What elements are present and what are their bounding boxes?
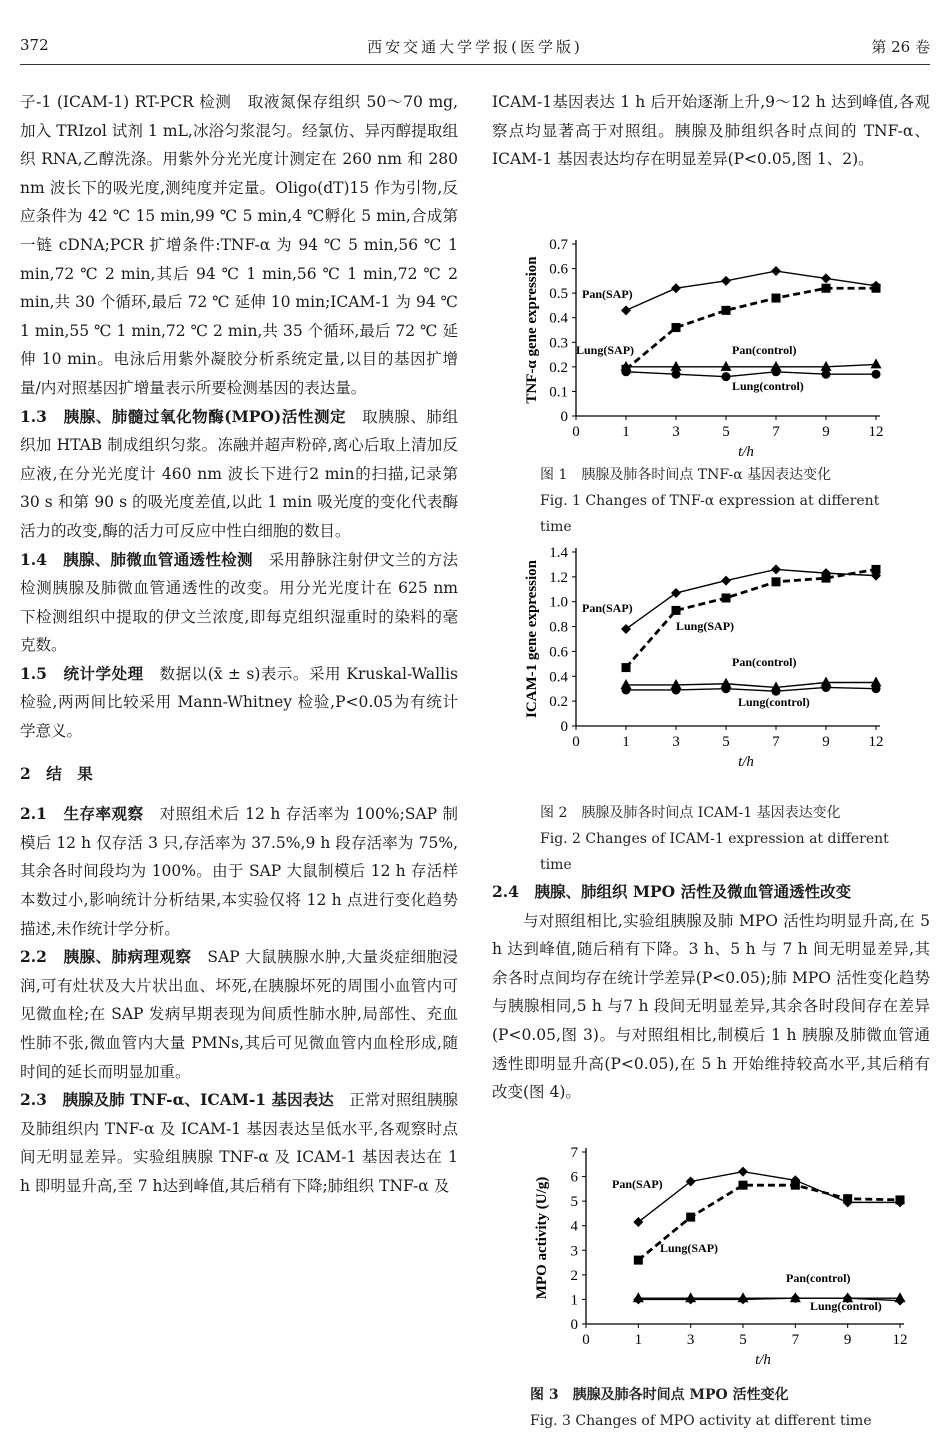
fig3-y-tick-label: 5 xyxy=(570,1194,578,1211)
result-mpo xyxy=(492,878,930,907)
figure-2-chart xyxy=(510,540,910,780)
heading-2-4: 2.4 胰腺、肺组织 MPO 活性及微血管通透性改变 xyxy=(492,882,852,901)
fig2-data-point xyxy=(772,577,781,586)
fig1-series-line xyxy=(626,288,876,369)
section-2-heading: 2 结 果 xyxy=(20,763,93,783)
page-number: 372 xyxy=(20,36,49,54)
fig1-data-point xyxy=(672,370,681,379)
fig2-x-tick-label: 1 xyxy=(622,734,630,750)
fig2-data-point xyxy=(722,593,731,602)
fig3-x-tick-label: 5 xyxy=(739,1332,747,1348)
volume-label: 第 26 卷 xyxy=(871,38,930,56)
fig2-x-tick-label: 12 xyxy=(868,734,884,750)
fig2-y-tick-label: 0.8 xyxy=(549,619,568,636)
fig3-series-label: Lung(SAP) xyxy=(660,1241,719,1255)
figure-2-caption-en: Fig. 2 Changes of ICAM-1 expression at different time xyxy=(540,831,889,873)
fig1-data-point xyxy=(821,361,832,371)
fig2-series-label: Pan(control) xyxy=(732,655,797,669)
fig2-x-tick-label: 7 xyxy=(772,734,780,750)
fig3-series-label: Lung(control) xyxy=(810,1299,882,1313)
fig1-data-point xyxy=(821,273,831,283)
figure-3-caption-en: Fig. 3 Changes of MPO activity at different time xyxy=(530,1413,872,1429)
heading-1-4: 1.4 胰腺、肺微血管通透性检测 xyxy=(20,549,253,569)
fig3-y-tick-label: 6 xyxy=(570,1169,578,1186)
fig1-y-tick-label: 0.6 xyxy=(549,261,568,278)
fig2-series-label: Lung(SAP) xyxy=(676,619,735,633)
fig1-x-tick-label: 7 xyxy=(772,424,780,440)
fig1-y-tick-label: 0 xyxy=(560,409,568,425)
fig1-data-point xyxy=(871,358,882,368)
fig1-series-line xyxy=(626,364,876,366)
fig2-y-tick-label: 0.4 xyxy=(549,669,568,686)
fig2-data-point xyxy=(722,684,731,693)
fig1-series-label: Lung(SAP) xyxy=(576,343,635,357)
fig1-data-point xyxy=(722,306,731,315)
left-column xyxy=(20,88,458,1201)
fig1-series-label: Pan(SAP) xyxy=(582,287,633,301)
text-2-4: 与对照组相比,实验组胰腺及肺 MPO 活性均明显升高,在 5 h 达到峰值,随后稍有下降。3 h、5 h 与 7 h 间无明显差异,其余各时点间均存在统计学差异(P<0.05);肺 MPO 活性变化趋势与胰腺相同,5 h 与7 h 段间无明显差异,其余各时段间存在差异(P<0.05,图 3)。与对照组相比,制模后 1 h 胰腺及肺微血管通透性即明显升高(P<0.05),在 5 h 开始维持较高水平,其后稍有改变(图 4)。 xyxy=(492,911,930,1102)
fig2-y-tick-label: 1.0 xyxy=(549,594,568,611)
fig3-data-point xyxy=(895,1296,905,1306)
fig3-data-point xyxy=(738,1294,748,1304)
right-column-bottom xyxy=(492,878,930,1107)
figure-1-caption-cn: 图 1 胰腺及肺各时间点 TNF-α 基因表达变化 xyxy=(540,467,832,483)
figure-2-caption-cn: 图 2 胰腺及肺各时间点 ICAM-1 基因表达变化 xyxy=(540,805,841,821)
fig1-x-tick-label: 0 xyxy=(572,424,580,440)
result-survival xyxy=(20,800,458,943)
fig1-x-tick-label: 9 xyxy=(822,424,830,440)
fig1-y-tick-label: 0.4 xyxy=(549,310,568,327)
fig2-series-line xyxy=(626,569,876,667)
fig3-data-point xyxy=(791,1181,800,1190)
fig3-data-point xyxy=(634,1256,643,1265)
fig2-series-line xyxy=(626,687,876,691)
fig3-y-tick-label: 3 xyxy=(570,1243,578,1260)
heading-2-2: 2.2 胰腺、肺病理观察 xyxy=(20,947,192,967)
fig1-data-point xyxy=(772,367,781,376)
result-gene-expression-cont: ICAM-1基因表达 1 h 后开始逐渐上升,9～12 h 达到峰值,各观察点均显著高于对照组。胰腺及肺组织各时点间的 TNF-α、ICAM-1 基因表达均存在明显差异(P<0.05,图 1、2)。 xyxy=(492,93,930,169)
fig3-y-tick-label: 0 xyxy=(570,1317,578,1333)
method-permeability xyxy=(20,546,458,660)
fig3-x-tick-label: 9 xyxy=(843,1332,852,1348)
fig2-y-tick-label: 1.2 xyxy=(549,569,568,586)
page-header xyxy=(20,36,930,66)
figure-3-caption-cn: 图 3 胰腺及肺各时间点 MPO 活性变化 xyxy=(530,1387,789,1403)
fig2-data-point xyxy=(671,588,681,598)
fig3-data-point xyxy=(633,1294,643,1304)
fig1-y-tick-label: 0.1 xyxy=(549,384,568,401)
journal-title: 西安交通大学学报(医学版) xyxy=(367,38,583,56)
fig3-x-tick-label: 0 xyxy=(582,1332,590,1348)
right-column-top xyxy=(492,88,930,174)
fig2-x-tick-label: 3 xyxy=(672,734,680,750)
method-mpo xyxy=(20,403,458,546)
fig3-y-tick-label: 7 xyxy=(570,1145,578,1161)
fig1-x-tick-label: 3 xyxy=(672,424,680,440)
fig3-series-label: Pan(control) xyxy=(786,1271,851,1285)
figure-1-chart xyxy=(510,228,910,468)
text-2-1: 对照组术后 12 h 存活率为 100%;SAP 制模后 12 h 仅存活 3 只,存活率为 37.5%,9 h 段存活率为 75%,其余各时间段均为 100%。由于 SAP 大鼠制模后 12 h 存活样本数过小,影响统计分析结果,本实验仅将 12 h 点进行变化趋势描述,未作统计学分析。 xyxy=(20,805,459,938)
text-1-4: 采用静脉注射伊文兰的方法检测胰腺及肺微血管通透性的改变。用分光光度计在 625 nm 下检测组织中提取的伊文兰浓度,即每克组织湿重时的染料的毫克数。 xyxy=(20,550,458,655)
fig1-data-point xyxy=(872,284,881,293)
fig3-series-label: Pan(SAP) xyxy=(612,1177,663,1191)
fig3-data-point xyxy=(738,1167,748,1177)
text-1-3: 取胰腺、肺组织加 HTAB 制成组织匀浆。冻融并超声粉碎,离心后取上清加反应液,在分光光度计 460 nm 波长下进行2 min的扫描,记录第 30 s 和第 90 s 的吸光度差值,以此 1 min 吸光度的变化代表酶活力的改变,酶的活力可反应中性白细胞的数目。 xyxy=(20,407,458,540)
text-1-5: 数据以(x̄ ± s)表示。采用 Kruskal-Wallis 检验,两两间比较采用 Mann-Whitney 检验,P<0.05为有统计学意义。 xyxy=(20,664,458,741)
fig1-data-point xyxy=(721,361,732,371)
figure-1-caption-en: Fig. 1 Changes of TNF-α expression at different time xyxy=(540,493,880,535)
figure-3-caption xyxy=(530,1382,910,1434)
heading-2-1: 2.1 生存率观察 xyxy=(20,804,144,824)
fig3-data-point xyxy=(686,1213,695,1222)
fig1-y-tick-label: 0.2 xyxy=(549,359,568,376)
fig1-x-axis-label: t/h xyxy=(738,444,754,460)
fig2-data-point xyxy=(822,683,831,692)
fig1-y-tick-label: 0.7 xyxy=(549,237,568,253)
text-2-2: SAP 大鼠胰腺水肿,大量炎症细胞浸润,可有灶状及大片状出血、坏死,在胰腺坏死的周围小血管内可见微血栓;在 SAP 发病早期表现为间质性肺水肿,局部性、充血性肺不张,微血管内大量 PMNs,其后可见微血管内血栓形成,随时间的延长而明显加重。 xyxy=(20,948,458,1081)
fig1-data-point xyxy=(822,370,831,379)
fig1-y-axis-label: TNF-α gene expression xyxy=(524,256,540,404)
fig2-data-point xyxy=(721,576,731,586)
fig3-series-line xyxy=(638,1172,900,1222)
fig2-y-tick-label: 0.2 xyxy=(549,694,568,711)
heading-1-3: 1.3 胰腺、肺髓过氧化物酶(MPO)活性测定 xyxy=(20,406,347,426)
fig2-data-point xyxy=(621,624,631,634)
fig2-series-label: Lung(control) xyxy=(738,695,810,709)
figure-2-caption xyxy=(540,800,910,878)
fig1-data-point xyxy=(672,323,681,332)
fig2-y-tick-label: 1.4 xyxy=(549,545,568,561)
fig1-data-point xyxy=(772,294,781,303)
fig3-data-point xyxy=(896,1195,905,1204)
method-paragraph-rtpcr: 子-1 (ICAM-1) RT-PCR 检测 取液氮保存组织 50～70 mg,加入 TRIzol 试剂 1 mL,冰浴匀浆混匀。经氯仿、异丙醇提取组织 RNA,乙醇洗涤。用紫外分光光度计测定在 260 nm 和 280 nm 波长下的吸光度,测纯度并定量。Oligo(dT)15 作为引物,反应条件为 42 ℃ 15 min,99 ℃ 5 min,4 ℃孵化 5 min,合成第一链 cDNA;PCR 扩增条件:TNF-α 为 94 ℃ 5 min,56 ℃ 1 min,72 ℃ 2 min,其后 94 ℃ 1 min,56 ℃ 1 min,72 ℃ 2 min,共 30 个循环,最后 72 ℃ 延伸 10 min;ICAM-1 为 94 ℃ 1 min,55 ℃ 1 min,72 ℃ 2 min,共 35 个循环,最后 72 ℃ 延伸 10 min。电泳后用紫外凝胶分析系统定量,以目的基因扩增量/内对照基因扩增量表示所要检测基因的表达量。 xyxy=(20,93,458,397)
heading-1-5: 1.5 统计学处理 xyxy=(20,663,144,683)
fig1-data-point xyxy=(872,370,881,379)
fig1-data-point xyxy=(621,305,631,315)
fig2-series-line xyxy=(626,569,876,629)
fig2-x-axis-label: t/h xyxy=(738,754,754,770)
figure-3-chart xyxy=(530,1140,920,1380)
fig2-series-line xyxy=(626,683,876,688)
fig3-y-tick-label: 2 xyxy=(570,1267,578,1284)
result-gene-expression xyxy=(20,1086,458,1200)
fig2-y-tick-label: 0.6 xyxy=(549,644,568,661)
fig1-series-label: Pan(control) xyxy=(732,343,797,357)
fig3-y-tick-label: 4 xyxy=(570,1218,578,1235)
fig1-y-tick-label: 0.5 xyxy=(549,286,568,303)
fig1-data-point xyxy=(622,367,631,376)
fig2-data-point xyxy=(672,685,681,694)
text-2-3: 正常对照组胰腺及肺组织内 TNF-α 及 ICAM-1 基因表达呈低水平,各观察时点间无明显差异。实验组胰腺 TNF-α 及 ICAM-1 基因表达在 1 h 即明显升高,至 7 h达到峰值,其后稍有下降;肺组织 TNF-α 及 xyxy=(20,1091,458,1195)
figure-1-caption xyxy=(540,462,910,540)
fig2-y-axis-label: ICAM-1 gene expression xyxy=(524,559,540,719)
fig1-x-tick-label: 1 xyxy=(622,424,630,440)
fig2-x-tick-label: 9 xyxy=(822,734,830,750)
fig1-data-point xyxy=(771,266,781,276)
fig2-y-tick-label: 0 xyxy=(560,719,568,735)
fig3-data-point xyxy=(686,1294,696,1304)
fig1-data-point xyxy=(722,372,731,381)
fig1-data-point xyxy=(671,283,681,293)
fig1-series-line xyxy=(626,372,876,377)
fig1-x-tick-label: 12 xyxy=(868,424,884,440)
fig2-x-tick-label: 0 xyxy=(572,734,580,750)
fig1-series-label: Lung(control) xyxy=(732,379,804,393)
fig1-data-point xyxy=(721,276,731,286)
heading-2-3: 2.3 胰腺及肺 TNF-α、ICAM-1 基因表达 xyxy=(20,1090,334,1110)
fig1-x-tick-label: 5 xyxy=(722,424,730,440)
method-statistics xyxy=(20,660,458,746)
fig3-x-tick-label: 1 xyxy=(634,1332,643,1348)
fig3-data-point xyxy=(739,1181,748,1190)
fig2-data-point xyxy=(822,574,831,583)
fig3-data-point xyxy=(843,1194,852,1203)
fig3-x-tick-label: 12 xyxy=(892,1332,908,1348)
fig2-data-point xyxy=(672,606,681,615)
fig2-series-label: Pan(SAP) xyxy=(582,601,633,615)
fig1-data-point xyxy=(822,284,831,293)
fig1-data-point xyxy=(671,361,682,371)
fig2-data-point xyxy=(872,565,881,574)
fig2-x-tick-label: 5 xyxy=(722,734,730,750)
fig2-data-point xyxy=(872,684,881,693)
fig2-data-point xyxy=(771,564,781,574)
fig3-x-axis-label: t/h xyxy=(755,1352,771,1368)
result-pathology xyxy=(20,943,458,1086)
header-rule xyxy=(20,64,930,65)
fig2-data-point xyxy=(622,685,631,694)
fig3-x-tick-label: 3 xyxy=(686,1332,695,1348)
fig3-x-tick-label: 7 xyxy=(791,1332,800,1348)
fig1-y-tick-label: 0.3 xyxy=(549,335,568,352)
fig2-data-point xyxy=(622,663,631,672)
fig3-y-tick-label: 1 xyxy=(570,1292,578,1309)
fig3-y-axis-label: MPO activity (U/g) xyxy=(534,1176,550,1300)
